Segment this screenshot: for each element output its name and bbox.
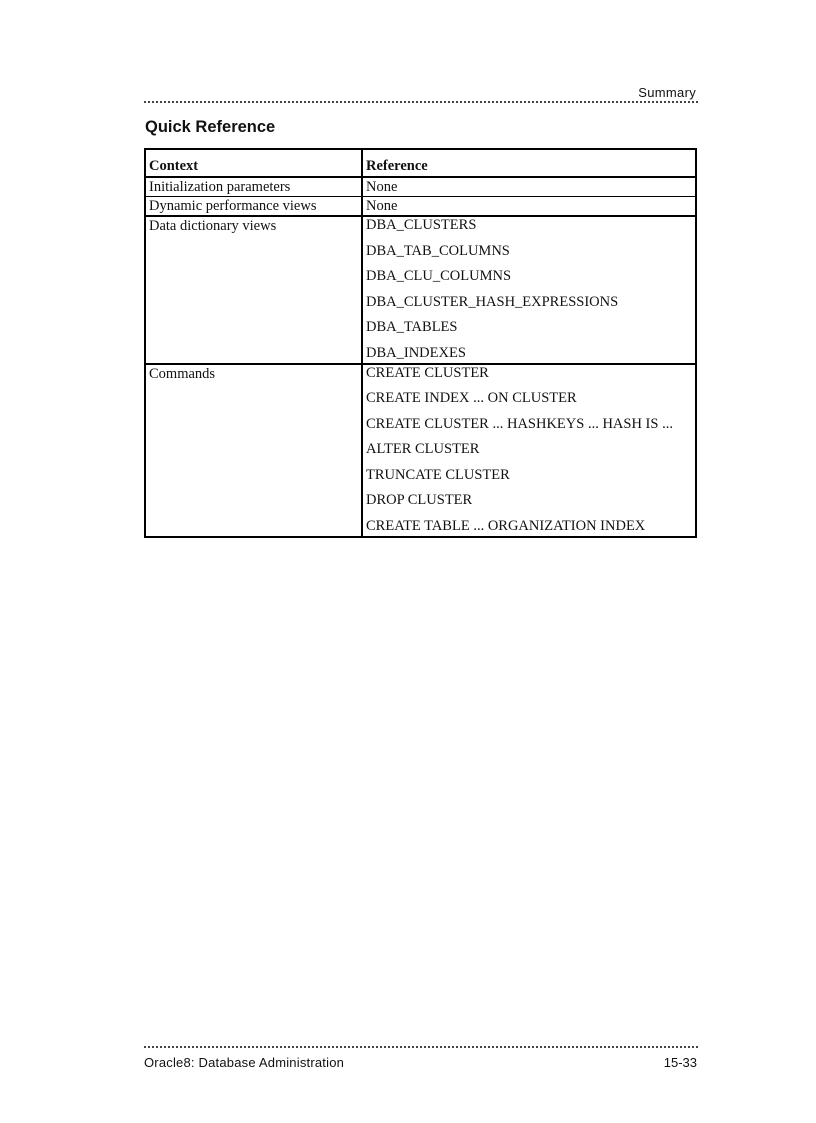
- context-cell: Dynamic performance views: [145, 197, 362, 217]
- reference-item: DBA_CLUSTERS: [366, 217, 477, 233]
- reference-item: DROP CLUSTER: [366, 492, 473, 508]
- table-row: [145, 177, 696, 197]
- quick-reference-table: [144, 148, 697, 538]
- table-row: [145, 364, 696, 537]
- reference-cell: [362, 364, 696, 537]
- reference-cell: [362, 197, 696, 217]
- header-rule: [144, 101, 698, 103]
- reference-item: DBA_CLU_COLUMNS: [366, 268, 512, 284]
- context-cell: Data dictionary views: [145, 216, 362, 364]
- section-title: Quick Reference: [145, 118, 276, 136]
- table-header-row: [145, 149, 696, 177]
- reference-item: ALTER CLUSTER: [366, 441, 480, 457]
- reference-cell: [362, 216, 696, 364]
- table-row: [145, 216, 696, 364]
- reference-cell: [362, 177, 696, 197]
- reference-item: CREATE TABLE ... ORGANIZATION INDEX: [366, 517, 646, 534]
- reference-item: CREATE CLUSTER: [366, 364, 489, 381]
- reference-item: TRUNCATE CLUSTER: [366, 466, 510, 483]
- context-cell: Initialization parameters: [145, 177, 362, 197]
- reference-item: DBA_INDEXES: [366, 344, 466, 361]
- reference-item: DBA_TAB_COLUMNS: [366, 242, 510, 259]
- running-header: Summary: [638, 85, 696, 100]
- reference-item: CREATE INDEX ... ON CLUSTER: [366, 390, 577, 406]
- reference-item: DBA_TABLES: [366, 319, 458, 335]
- table-row: [145, 197, 696, 217]
- reference-item: DBA_CLUSTER_HASH_EXPRESSIONS: [366, 293, 619, 310]
- footer-rule: [144, 1046, 698, 1048]
- footer-book-title: Oracle8: Database Administration: [144, 1055, 345, 1070]
- reference-item: None: [366, 198, 398, 214]
- column-header-context: Context: [145, 149, 362, 177]
- page-number: 15-33: [663, 1055, 697, 1070]
- context-cell: Commands: [145, 364, 362, 537]
- column-header-reference: Reference: [362, 149, 696, 177]
- reference-item: None: [366, 179, 398, 195]
- reference-item: CREATE CLUSTER ... HASHKEYS ... HASH IS ...: [366, 415, 673, 432]
